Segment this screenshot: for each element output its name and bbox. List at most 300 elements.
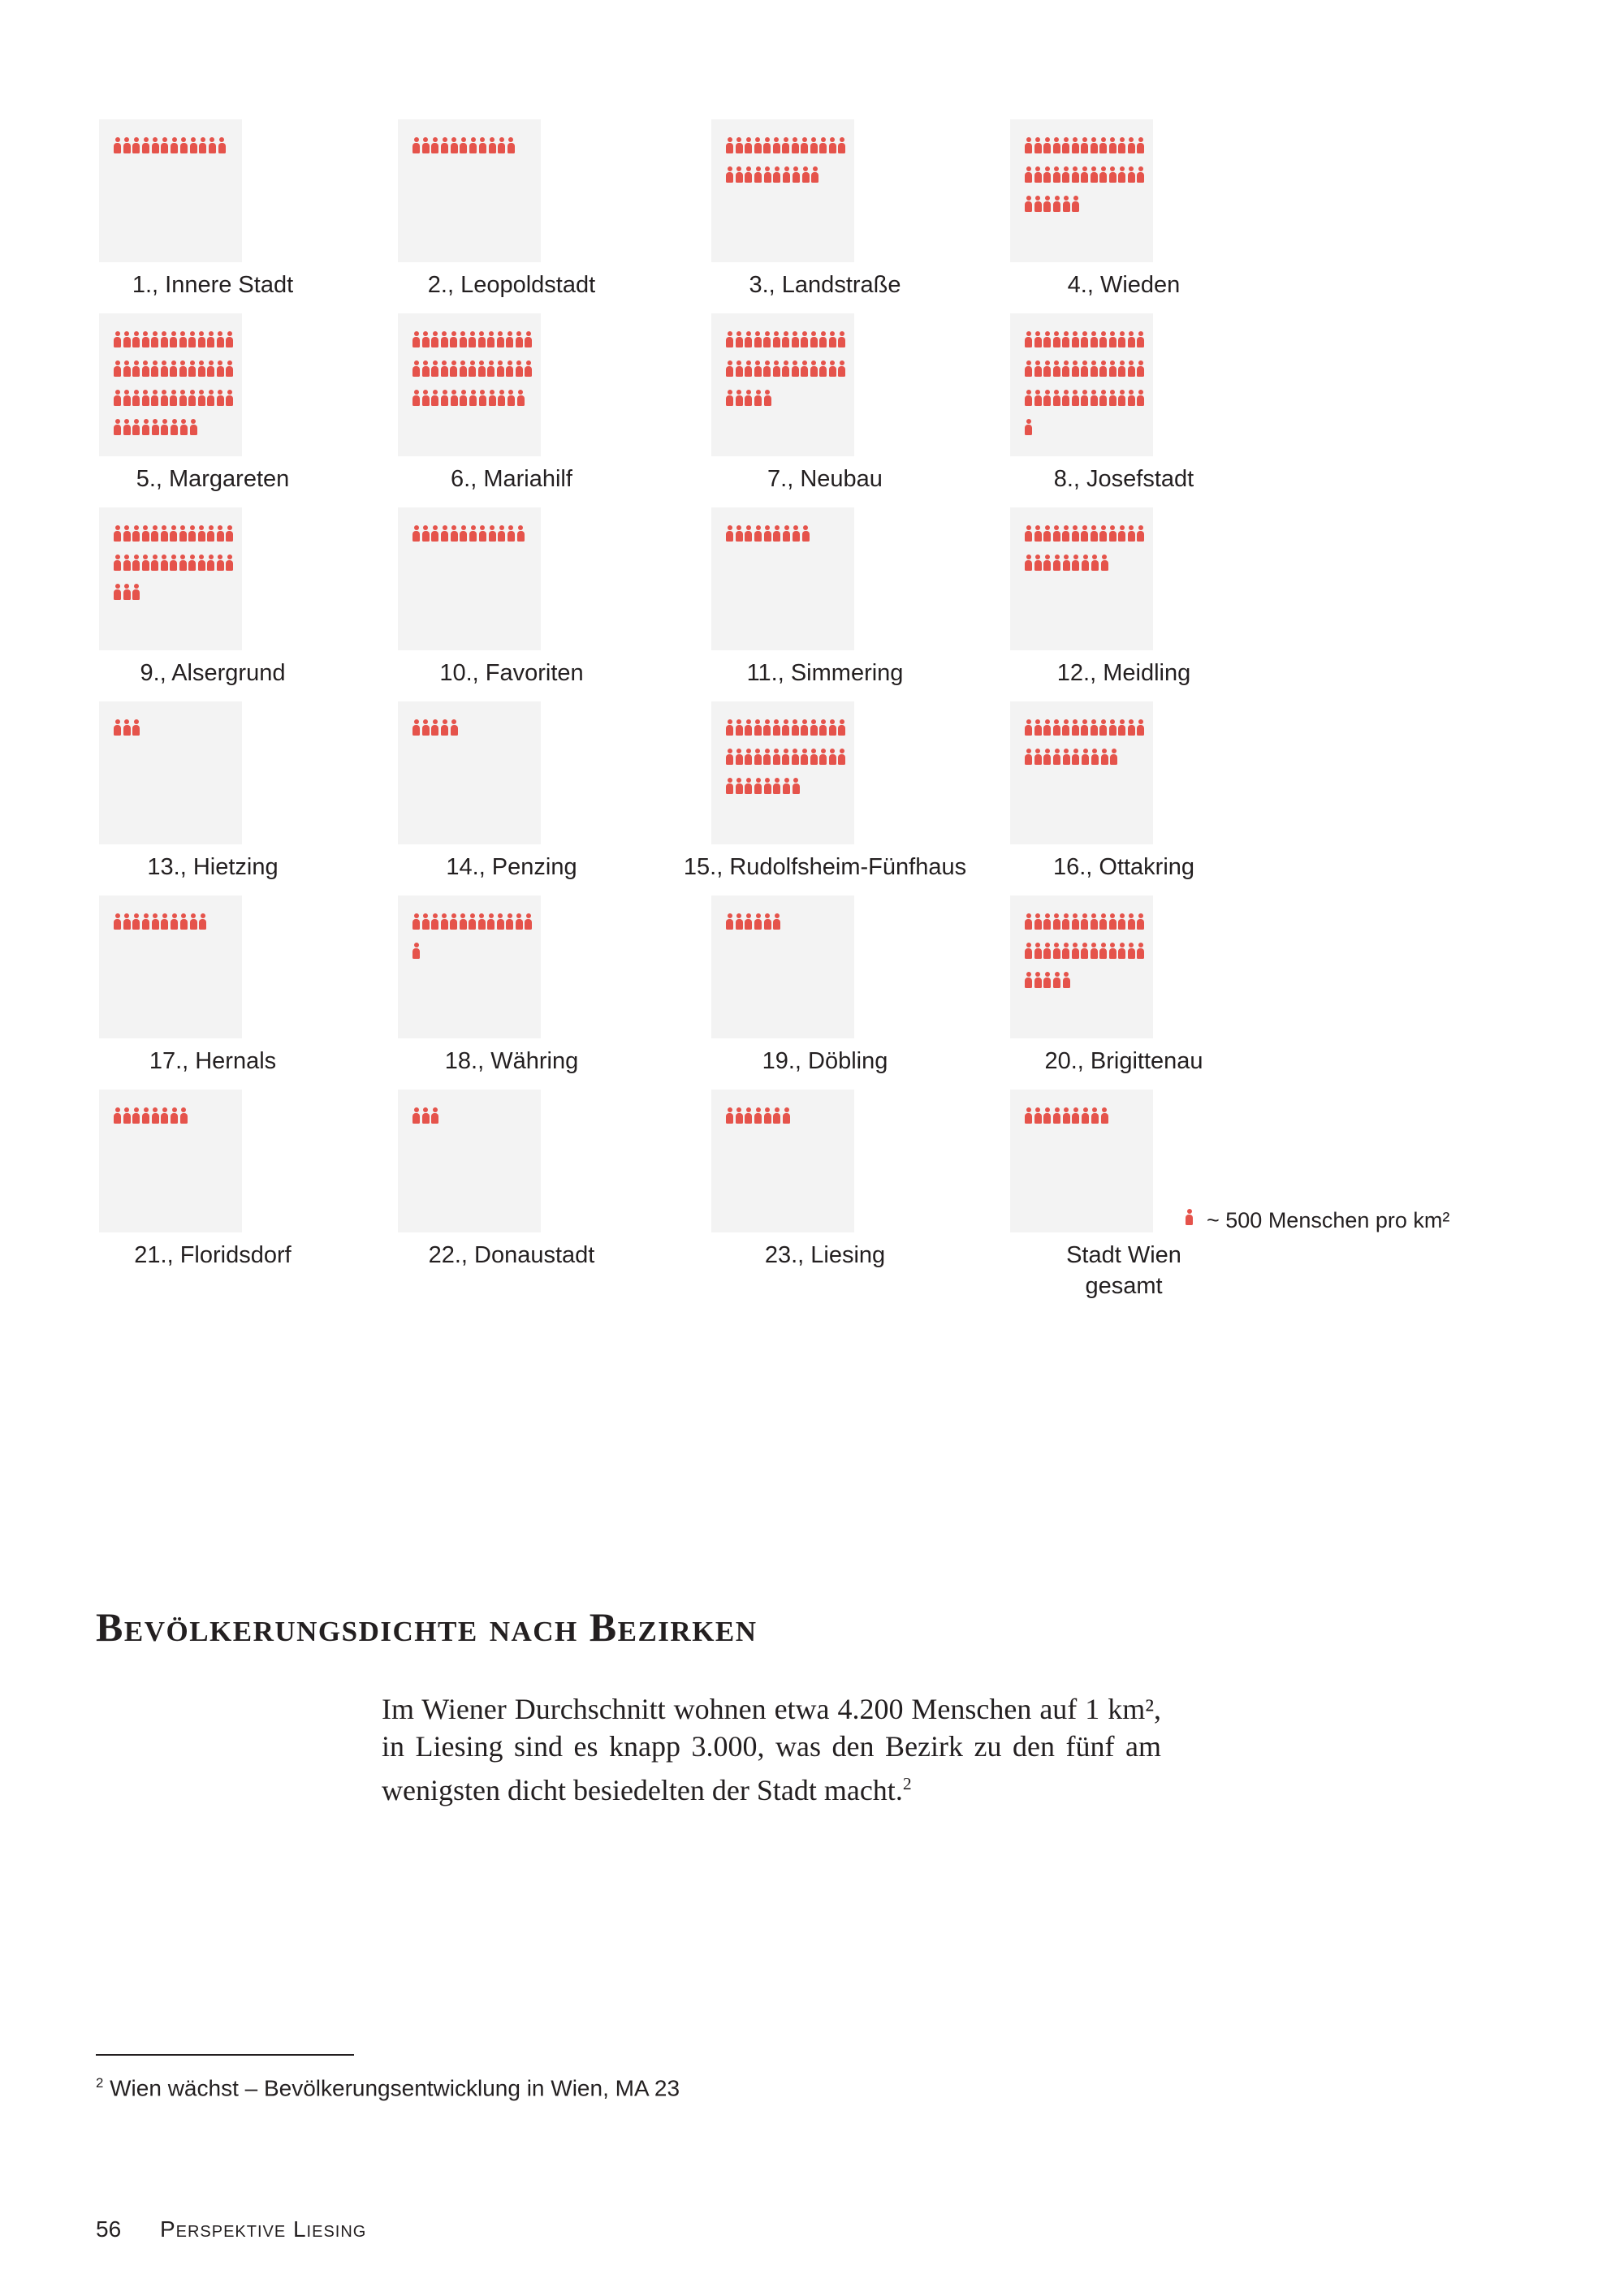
person-icon: [745, 137, 752, 153]
person-icon: [422, 1107, 430, 1124]
person-icon: [217, 360, 224, 377]
person-icon: [209, 137, 216, 153]
pictogram-box: [398, 507, 541, 650]
person-icon: [161, 525, 168, 542]
person-icon: [114, 419, 121, 435]
person-icon: [726, 719, 733, 736]
person-icon: [179, 331, 187, 347]
person-icon: [171, 913, 178, 930]
person-icon: [517, 525, 525, 542]
district-label: 6., Mariahilf: [451, 466, 572, 492]
person-icon: [1110, 749, 1117, 765]
pictogram-box: [711, 1090, 854, 1232]
person-icon: [754, 137, 762, 153]
person-icon: [1072, 331, 1079, 347]
person-icon: [792, 749, 799, 765]
person-icon: [1072, 913, 1079, 930]
person-icon: [829, 749, 836, 765]
person-icon: [745, 390, 752, 406]
person-icon: [152, 419, 159, 435]
person-icon: [412, 525, 420, 542]
person-icon: [810, 749, 818, 765]
person-icon: [736, 331, 743, 347]
person-icon: [819, 719, 827, 736]
person-icon: [431, 360, 438, 377]
person-icon: [1034, 719, 1042, 736]
person-icon: [838, 137, 845, 153]
person-icon: [1109, 719, 1116, 736]
icon-group: [114, 1107, 235, 1137]
person-icon: [726, 390, 733, 406]
district-label: 10., Favoriten: [439, 660, 584, 686]
person-icon: [142, 525, 149, 542]
person-icon: [171, 137, 178, 153]
person-icon: [497, 360, 504, 377]
icon-row: [1025, 525, 1147, 542]
person-icon: [479, 137, 486, 153]
person-icon: [726, 913, 733, 930]
person-icon: [1101, 555, 1108, 571]
icon-row: [114, 419, 235, 435]
person-icon: [1072, 196, 1079, 212]
pictogram-box: [99, 119, 242, 262]
icon-row: [1025, 719, 1147, 736]
person-icon: [1043, 555, 1051, 571]
icon-row: [1025, 331, 1147, 347]
person-icon: [441, 525, 448, 542]
person-icon: [1034, 913, 1042, 930]
person-icon: [783, 525, 790, 542]
icon-group: [1025, 137, 1147, 225]
person-icon: [1072, 390, 1079, 406]
icon-row: [1025, 196, 1147, 212]
footnote-rule: [96, 2054, 354, 2056]
person-icon: [431, 1107, 438, 1124]
person-icon: [1081, 943, 1088, 959]
district-label: 22., Donaustadt: [428, 1242, 595, 1268]
person-icon: [460, 390, 467, 406]
person-icon: [412, 913, 420, 930]
person-icon: [132, 719, 140, 736]
person-icon: [450, 331, 457, 347]
person-icon: [1072, 525, 1079, 542]
person-icon: [1043, 943, 1051, 959]
person-icon: [764, 390, 771, 406]
person-icon: [142, 331, 149, 347]
person-icon: [180, 913, 188, 930]
person-icon: [773, 331, 780, 347]
person-icon: [764, 1107, 771, 1124]
person-icon: [1063, 749, 1070, 765]
person-icon: [1099, 166, 1107, 183]
person-icon: [1128, 390, 1135, 406]
person-icon: [1072, 1107, 1079, 1124]
person-icon: [431, 390, 438, 406]
person-icon: [498, 390, 505, 406]
pictogram-box: [398, 119, 541, 262]
person-icon: [161, 137, 168, 153]
person-icon: [142, 1107, 149, 1124]
district-label: 14., Penzing: [446, 854, 577, 880]
person-icon: [1062, 913, 1069, 930]
person-icon: [441, 390, 448, 406]
person-icon: [1025, 972, 1032, 988]
icon-row: [726, 360, 848, 377]
person-icon: [132, 1107, 140, 1124]
person-icon: [123, 360, 131, 377]
person-icon: [1053, 166, 1060, 183]
person-icon: [1128, 719, 1135, 736]
person-icon: [773, 525, 780, 542]
person-icon: [1043, 749, 1051, 765]
person-icon: [819, 360, 827, 377]
person-icon: [1137, 390, 1144, 406]
person-icon: [1072, 166, 1079, 183]
person-icon: [198, 555, 205, 571]
person-icon: [188, 555, 196, 571]
person-icon: [142, 137, 149, 153]
person-icon: [1034, 331, 1042, 347]
icon-row: [412, 719, 534, 736]
person-icon: [152, 137, 159, 153]
icon-row: [114, 390, 235, 406]
icon-group: [114, 719, 235, 749]
person-icon: [1081, 525, 1088, 542]
person-icon: [412, 719, 420, 736]
person-icon: [188, 525, 196, 542]
page-footer: [96, 2215, 366, 2244]
person-icon: [207, 360, 214, 377]
person-icon: [726, 778, 733, 794]
icon-group: [412, 137, 534, 166]
person-icon: [838, 331, 845, 347]
person-icon: [1118, 943, 1125, 959]
district-label: 21., Floridsdorf: [134, 1242, 292, 1268]
person-icon: [773, 719, 780, 736]
person-icon: [838, 749, 845, 765]
person-icon: [151, 390, 158, 406]
district-label: 7., Neubau: [767, 466, 883, 492]
person-icon: [1118, 719, 1125, 736]
person-icon: [479, 390, 486, 406]
person-icon: [1053, 196, 1060, 212]
person-icon: [810, 137, 818, 153]
pictogram-box: [711, 507, 854, 650]
icon-row: [114, 1107, 235, 1124]
person-icon: [1063, 555, 1070, 571]
person-icon: [1034, 390, 1042, 406]
person-icon: [764, 525, 771, 542]
person-icon: [114, 584, 121, 600]
person-icon: [745, 1107, 752, 1124]
person-icon: [754, 525, 762, 542]
person-icon: [123, 390, 131, 406]
person-icon: [801, 719, 808, 736]
person-icon: [1043, 1107, 1051, 1124]
person-icon: [207, 525, 214, 542]
person-icon: [773, 749, 780, 765]
person-icon: [170, 525, 177, 542]
person-icon: [180, 1107, 188, 1124]
person-icon: [226, 360, 233, 377]
pictogram-box: [711, 119, 854, 262]
person-icon: [198, 525, 205, 542]
person-icon: [1128, 943, 1135, 959]
person-icon: [1137, 525, 1144, 542]
person-icon: [1062, 943, 1069, 959]
district-label: 18., Währing: [444, 1048, 579, 1074]
person-icon: [1091, 1107, 1099, 1124]
person-icon: [460, 525, 467, 542]
person-icon: [1128, 166, 1135, 183]
district-label: 5., Margareten: [136, 466, 290, 492]
pictogram-box: [99, 701, 242, 844]
icon-row: [412, 943, 534, 959]
person-icon: [161, 390, 168, 406]
person-icon: [207, 331, 214, 347]
person-icon: [1062, 360, 1069, 377]
person-icon: [217, 555, 224, 571]
person-icon: [451, 525, 458, 542]
person-icon: [506, 360, 513, 377]
person-icon: [745, 360, 752, 377]
person-icon: [736, 913, 743, 930]
person-icon: [114, 390, 121, 406]
person-icon: [1137, 137, 1144, 153]
icon-row: [1025, 943, 1147, 959]
person-icon: [508, 137, 515, 153]
person-icon: [1034, 1107, 1042, 1124]
person-icon: [161, 419, 168, 435]
person-icon: [1034, 137, 1042, 153]
person-icon: [829, 719, 836, 736]
page-number: 56: [96, 2216, 122, 2242]
person-icon: [819, 331, 827, 347]
person-icon: [460, 331, 467, 347]
person-icon: [1091, 943, 1098, 959]
person-icon: [1099, 943, 1107, 959]
person-icon: [810, 331, 818, 347]
person-icon: [736, 749, 743, 765]
person-icon: [469, 331, 476, 347]
person-icon: [764, 778, 771, 794]
person-icon: [412, 137, 420, 153]
person-icon: [1118, 137, 1125, 153]
person-icon: [123, 555, 131, 571]
person-icon: [1062, 390, 1069, 406]
person-icon: [123, 525, 131, 542]
person-icon: [469, 525, 477, 542]
person-icon: [451, 137, 458, 153]
icon-row: [114, 525, 235, 542]
person-icon: [763, 137, 771, 153]
icon-group: [726, 1107, 848, 1137]
person-icon: [478, 331, 486, 347]
person-icon: [161, 555, 168, 571]
icon-row: [726, 778, 848, 794]
person-icon: [745, 331, 752, 347]
person-icon: [142, 913, 149, 930]
person-icon: [1043, 166, 1051, 183]
person-icon: [1043, 360, 1051, 377]
person-icon: [1099, 137, 1107, 153]
person-icon: [226, 525, 233, 542]
icon-row: [412, 913, 534, 930]
person-icon: [745, 166, 752, 183]
pictogram-box: [1010, 119, 1153, 262]
person-icon: [460, 137, 467, 153]
person-icon: [792, 137, 799, 153]
person-icon: [114, 555, 121, 571]
icon-group: [114, 137, 235, 166]
person-icon: [1072, 360, 1079, 377]
person-icon: [451, 719, 458, 736]
person-icon: [763, 749, 771, 765]
person-icon: [754, 1107, 762, 1124]
district-label: 9., Alsergrund: [140, 660, 286, 686]
person-icon: [1186, 1209, 1193, 1225]
person-icon: [1091, 390, 1098, 406]
icon-row: [412, 331, 534, 347]
person-icon: [810, 719, 818, 736]
person-icon: [1053, 331, 1060, 347]
person-icon: [763, 360, 771, 377]
body-text: Im Wiener Durchschnitt wohnen etwa 4.200 Menschen auf 1 km², in Liesing sind es knapp 3.000, was den Bezirk zu den fünf am wenigsten dicht besiedelten der Stadt macht.: [382, 1693, 1161, 1806]
person-icon: [179, 555, 187, 571]
person-icon: [726, 360, 733, 377]
icon-group: [726, 525, 848, 555]
person-icon: [1128, 360, 1135, 377]
person-icon: [745, 913, 752, 930]
icon-row: [114, 555, 235, 571]
person-icon: [516, 913, 523, 930]
person-icon: [1137, 166, 1144, 183]
icon-group: [726, 719, 848, 807]
person-icon: [1053, 719, 1060, 736]
person-icon: [479, 525, 486, 542]
person-icon: [1043, 331, 1051, 347]
district-label: 13., Hietzing: [147, 854, 279, 880]
person-icon: [1043, 137, 1051, 153]
person-icon: [151, 555, 158, 571]
person-icon: [764, 913, 771, 930]
person-icon: [754, 913, 762, 930]
person-icon: [1025, 196, 1032, 212]
person-icon: [441, 913, 448, 930]
person-icon: [773, 913, 780, 930]
person-icon: [810, 360, 818, 377]
icon-row: [114, 360, 235, 377]
person-icon: [773, 137, 780, 153]
person-icon: [132, 913, 140, 930]
footnote: [96, 2069, 680, 2103]
person-icon: [132, 360, 140, 377]
person-icon: [773, 166, 780, 183]
pictogram-box: [398, 1090, 541, 1232]
person-icon: [431, 719, 438, 736]
person-icon: [819, 137, 827, 153]
person-icon: [114, 525, 121, 542]
person-icon: [1109, 525, 1116, 542]
person-icon: [1062, 137, 1069, 153]
person-icon: [460, 360, 467, 377]
person-icon: [754, 360, 762, 377]
person-icon: [1082, 1107, 1089, 1124]
person-icon: [469, 360, 476, 377]
person-icon: [783, 778, 790, 794]
person-icon: [516, 360, 523, 377]
person-icon: [1034, 360, 1042, 377]
person-icon: [198, 390, 205, 406]
person-icon: [1109, 943, 1116, 959]
icon-row: [1025, 419, 1147, 435]
person-icon: [516, 331, 523, 347]
person-icon: [422, 331, 430, 347]
person-icon: [525, 360, 532, 377]
person-icon: [441, 331, 448, 347]
person-icon: [1091, 555, 1099, 571]
section-heading: Bevölkerungsdichte nach Bezirken: [96, 1604, 758, 1650]
person-icon: [123, 137, 131, 153]
person-icon: [754, 749, 762, 765]
person-icon: [802, 166, 810, 183]
person-icon: [1091, 525, 1098, 542]
person-icon: [412, 943, 420, 959]
icon-row: [1025, 360, 1147, 377]
person-icon: [422, 360, 430, 377]
icon-row: [1025, 972, 1147, 988]
person-icon: [1099, 390, 1107, 406]
person-icon: [1072, 943, 1079, 959]
person-icon: [190, 137, 197, 153]
pictogram-box: [711, 313, 854, 456]
person-icon: [469, 390, 477, 406]
person-icon: [1091, 913, 1098, 930]
person-icon: [180, 137, 188, 153]
person-icon: [422, 525, 430, 542]
icon-group: [412, 913, 534, 972]
person-icon: [1109, 166, 1116, 183]
person-icon: [1053, 137, 1060, 153]
person-icon: [188, 390, 196, 406]
icon-row: [412, 525, 534, 542]
person-icon: [152, 913, 159, 930]
icon-row: [1025, 555, 1147, 571]
person-icon: [1025, 419, 1032, 435]
person-icon: [1082, 555, 1089, 571]
person-icon: [1025, 555, 1032, 571]
person-icon: [736, 719, 743, 736]
person-icon: [1063, 196, 1070, 212]
person-icon: [1099, 913, 1107, 930]
person-icon: [498, 525, 505, 542]
person-icon: [1025, 331, 1032, 347]
person-icon: [1034, 196, 1042, 212]
person-icon: [441, 137, 448, 153]
person-icon: [190, 913, 197, 930]
person-icon: [1034, 972, 1042, 988]
person-icon: [726, 166, 733, 183]
person-icon: [422, 719, 430, 736]
person-icon: [773, 778, 780, 794]
person-icon: [1109, 137, 1116, 153]
person-icon: [1099, 360, 1107, 377]
person-icon: [431, 525, 438, 542]
person-icon: [1043, 196, 1051, 212]
person-icon: [161, 360, 168, 377]
person-icon: [819, 749, 827, 765]
person-icon: [450, 360, 457, 377]
